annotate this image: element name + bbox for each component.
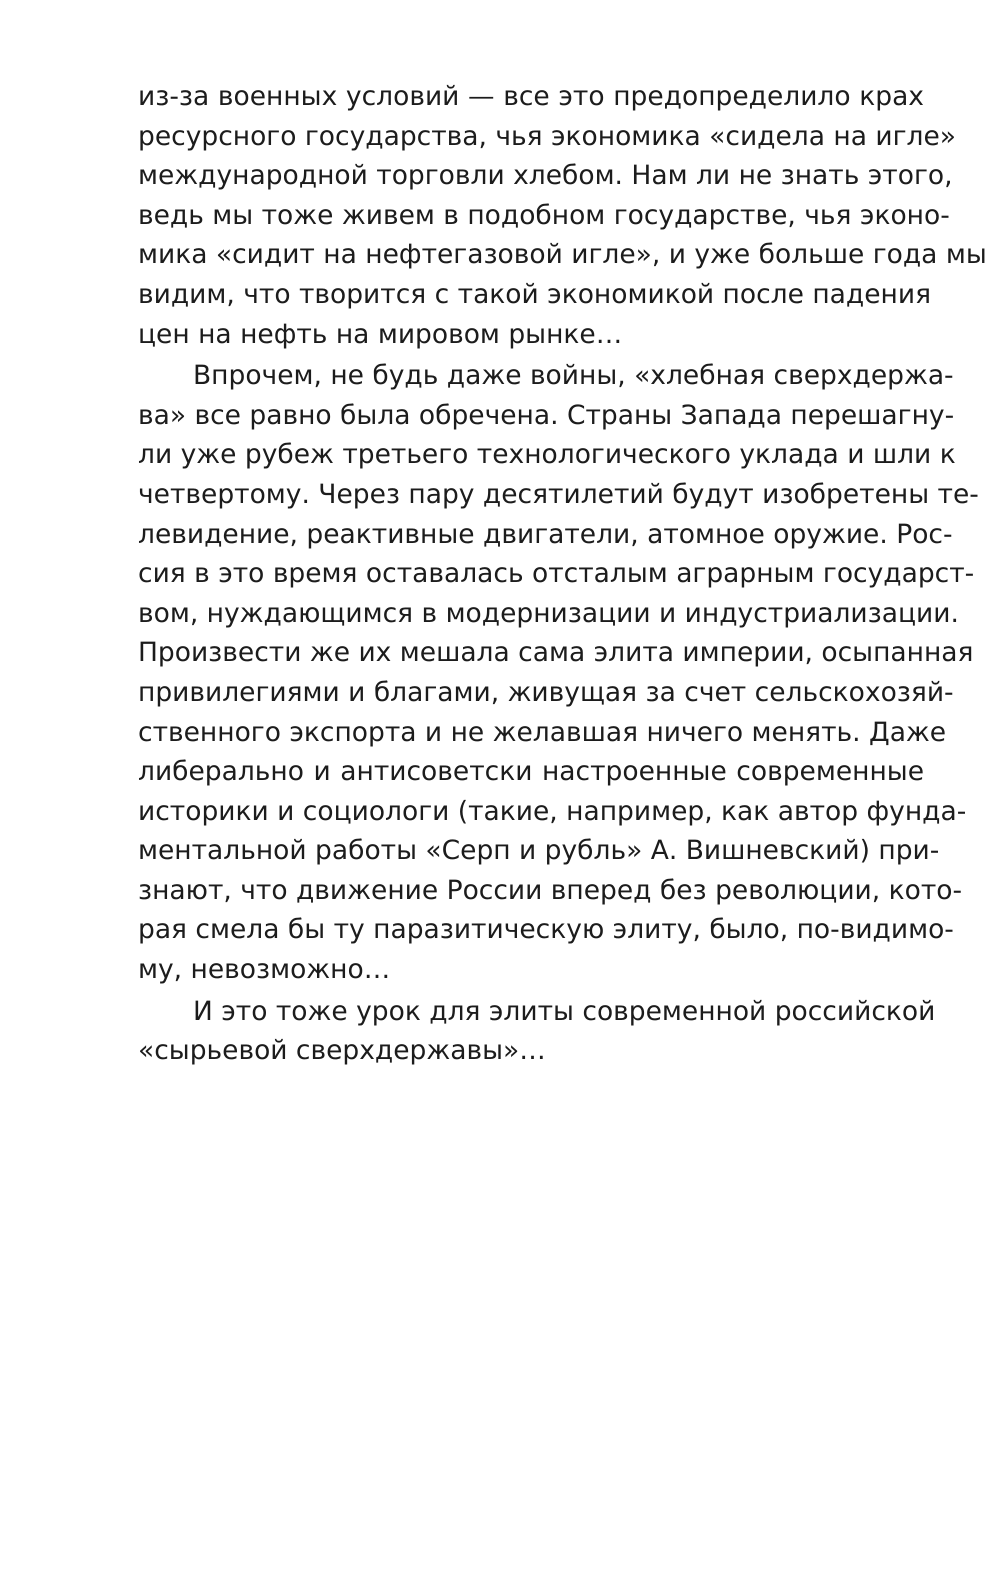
text-line: Впрочем, не будь даже войны, «хлебная сверхдержа- xyxy=(193,360,954,392)
text-line: видим, что творится с такой экономикой после падения xyxy=(138,278,932,310)
text-line: привилегиями и благами, живущая за счет сельскохозяй- xyxy=(138,676,954,708)
text-line: цен на нефть на мировом рынке… xyxy=(138,318,623,350)
text-line: сия в это время оставалась отсталым аграрным государст- xyxy=(138,558,975,590)
paragraph-1 xyxy=(138,77,987,354)
text-line: ли уже рубеж третьего технологического уклада и шли к xyxy=(138,439,956,471)
text-line: ресурсного государства, чья экономика «сидела на игле» xyxy=(138,120,956,152)
text-line: ва» все равно была обречена. Страны Запада перешагну- xyxy=(138,399,955,431)
text-line: му, невозможно… xyxy=(138,954,391,986)
text-line: ственного экспорта и не желавшая ничего менять. Даже xyxy=(138,716,947,748)
text-line: левидение, реактивные двигатели, атомное оружие. Рос- xyxy=(138,518,953,550)
text-line: международной торговли хлебом. Нам ли не знать этого, xyxy=(138,160,953,192)
paragraph-2 xyxy=(138,356,979,990)
text-line: И это тоже урок для элиты современной российской xyxy=(193,995,936,1027)
text-line: либерально и антисоветски настроенные современные xyxy=(138,756,924,788)
text-line: вом, нуждающимся в модернизации и индустриализации. xyxy=(138,597,959,629)
paragraph-3 xyxy=(138,992,936,1071)
text-line: мика «сидит на нефтегазовой игле», и уже больше года мы xyxy=(138,239,987,271)
text-line: рая смела бы ту паразитическую элиту, было, по-видимо- xyxy=(138,914,954,946)
text-line: Произвести же их мешала сама элита империи, осыпанная xyxy=(138,637,974,669)
text-line: четвертому. Через пару десятилетий будут изобретены те- xyxy=(138,478,979,510)
text-line: из-за военных условий — все это предопределило крах xyxy=(138,81,924,112)
text-line: историки и социологи (такие, например, как автор фунда- xyxy=(138,795,967,827)
text-line: ведь мы тоже живем в подобном государстве, чья эконо- xyxy=(138,199,950,231)
text-line: ментальной работы «Серп и рубль» А. Вишневский) при- xyxy=(138,835,940,867)
text-line: знают, что движение России вперед без революции, кото- xyxy=(138,874,963,906)
body-text xyxy=(138,77,987,1073)
text-line: «сырьевой сверхдержавы»… xyxy=(138,1035,546,1067)
